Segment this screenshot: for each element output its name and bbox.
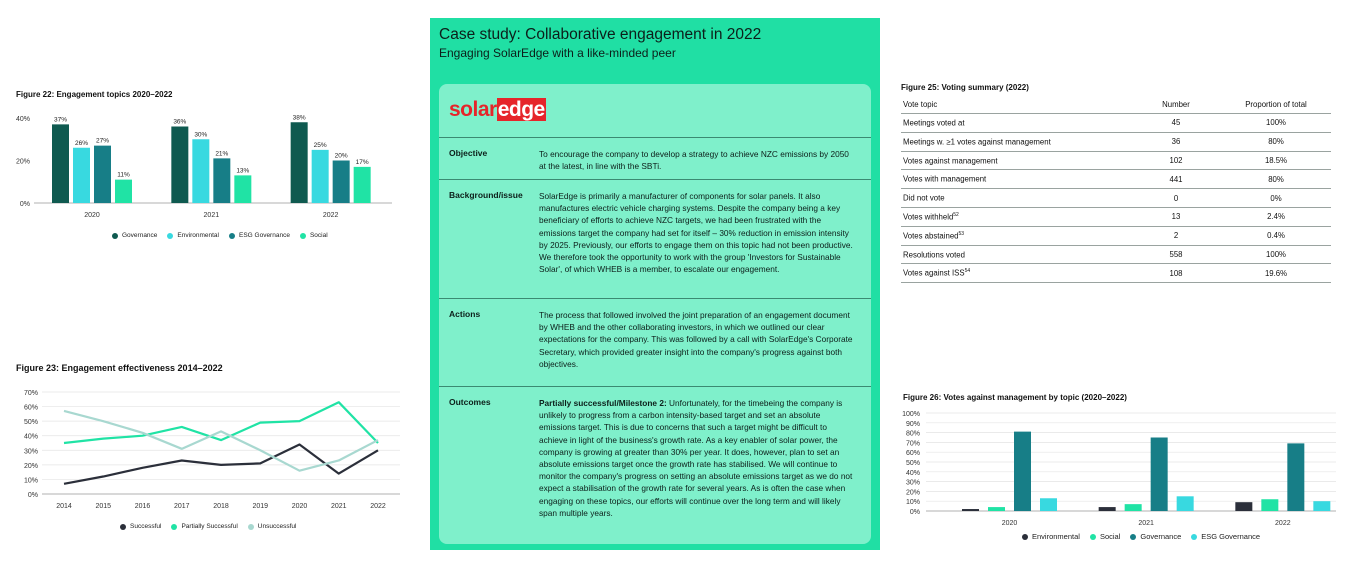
legend-label: Partially Successful [181,523,238,530]
y-tick-label: 0% [19,201,30,208]
x-tick-label: 2020 [291,503,308,510]
row-label: Background/issue [449,190,523,200]
case-row-background [439,180,871,299]
header-proportion: Proportion of total [1245,100,1307,109]
cell-topic [901,207,1131,226]
y-tick-label: 40% [15,116,30,123]
bar-value-label: 11% [117,171,130,179]
bar-value-label: 17% [355,158,369,166]
legend-item [248,523,297,530]
case-study-subtitle: Engaging SolarEdge with a like-minded peer [439,46,676,60]
topic-text: Votes against management [903,156,998,166]
fig26-chart [898,407,1338,529]
bar-value-label: 26% [74,139,89,147]
cell-proportion: 80% [1221,170,1331,189]
legend-label: Unsuccessful [257,523,297,530]
bar [312,150,329,203]
legend-label: ESG Governance [1201,532,1261,541]
cell-number: 108 [1131,264,1221,283]
bar [1040,498,1057,511]
legend-label: Governance [122,232,158,239]
bar [73,148,90,203]
case-row-actions [439,299,871,387]
legend-label: ESG Governance [238,232,290,239]
y-tick-label: 100% [902,411,920,418]
row-text: SolarEdge is primarily a manufacturer of components for solar panels. It also manufactures electric vehicle charging systems. Despite the company being a key beneficiary of efforts to achieve NZC targets, we had been frustrated with the emissions target the company had set for itself – 30% reduction in emission intensity by 2025. Previously, our efforts to engage them on this topic had not been productive. We therefore took the opportunity to work with the group 'Investors for Sustainable Solar', of which WHEB is a member, to escalate our engagement. [539,191,853,275]
legend-item [1022,532,1080,541]
outcome-status: Partially successful/Milestone 2: [539,398,667,408]
table-row [901,189,1331,208]
footnote-ref: 54 [964,268,971,275]
case-study-card [439,84,871,544]
case-study-panel [430,18,880,550]
x-tick-label: 2017 [173,503,190,510]
y-tick-label: 50% [905,460,920,467]
row-text: The process that followed involved the joint preparation of an engagement document by WHEB and the other collaborating investors, in which we outlined our clear expectations for the company. This was followed by a call with SolarEdge's Corporate Secretary, which provided greater insight into the company's progress against both objectives. [539,310,853,369]
legend-label: Environmental [177,232,219,239]
y-tick-label: 50% [23,419,38,427]
table-row [901,151,1331,170]
logo-edge-text: edge [497,98,545,121]
bar [1151,438,1168,512]
y-tick-label: 30% [23,448,38,456]
header-vote-topic: Vote topic [903,100,938,109]
x-tick-label: 2022 [370,503,386,510]
legend-swatch [171,524,177,530]
table-row [901,132,1331,151]
bar [94,146,111,203]
logo-solar-text: solar [449,98,497,121]
legend-label: Environmental [1032,532,1080,541]
fig25-title: Figure 25: Voting summary (2022) [901,83,1029,92]
cell-proportion: 19.6% [1221,264,1331,283]
y-tick-label: 70% [23,390,38,397]
legend-swatch [229,233,235,239]
bar [171,127,188,204]
y-tick-label: 60% [23,404,38,412]
y-tick-label: 90% [905,420,920,428]
cell-topic [901,170,1131,189]
footnote-ref: 52 [953,212,959,219]
bar [291,122,308,203]
table-row [901,114,1331,133]
cell-proportion: 0% [1221,189,1331,208]
y-tick-label: 20% [15,158,30,166]
legend-swatch [1022,534,1028,540]
legend-item [229,232,290,239]
x-tick-label: 2022 [1275,520,1291,527]
legend-swatch [300,233,306,239]
table-row [901,170,1331,189]
topic-text: Resolutions voted [903,250,965,260]
x-tick-label: 2020 [84,212,100,219]
y-tick-label: 70% [905,440,920,448]
row-label: Objective [449,148,488,158]
logo-row [439,84,871,138]
y-tick-label: 80% [905,430,920,438]
fig22-legend [112,232,328,239]
y-tick-label: 30% [905,479,920,487]
cell-topic [901,189,1131,208]
x-tick-label: 2021 [1138,520,1154,527]
cell-proportion: 100% [1221,114,1331,133]
legend-item [1090,532,1120,541]
legend-swatch [112,233,118,239]
fig23-chart [10,384,402,514]
y-tick-label: 20% [905,489,920,497]
bar [354,167,371,203]
bar-value-label: 21% [215,150,229,158]
y-tick-label: 0% [909,509,920,516]
row-label: Outcomes [449,397,491,407]
bar-value-label: 20% [334,152,348,160]
cell-proportion: 0.4% [1221,226,1331,245]
bar [1313,501,1330,511]
cell-number: 441 [1131,170,1221,189]
solaredge-logo [449,98,546,122]
fig26-title: Figure 26: Votes against management by topic (2020–2022) [903,393,1127,402]
y-tick-label: 20% [23,462,38,470]
cell-number: 36 [1131,132,1221,151]
cell-number: 102 [1131,151,1221,170]
bar-value-label: 36% [173,118,187,126]
y-tick-label: 10% [905,499,920,507]
table-header-row [901,98,1331,114]
legend-swatch [248,524,254,530]
topic-text: Did not vote [903,193,945,203]
x-tick-label: 2020 [1001,520,1018,527]
row-text: To encourage the company to develop a strategy to achieve NZC emissions by 2050 at the latest, in line with the SBTi. [539,149,849,172]
case-study-title: Case study: Collaborative engagement in 2022 [439,26,762,43]
legend-item [167,232,219,239]
legend-label: Successful [130,523,162,530]
x-tick-label: 2019 [252,503,269,510]
legend-swatch [1130,534,1136,540]
bar [1261,499,1278,511]
bar-value-label: 37% [53,116,68,124]
topic-text: Votes withheld [903,212,954,222]
bar [213,158,230,203]
row-label: Actions [449,309,481,319]
x-tick-label: 2021 [330,503,347,510]
cell-number: 45 [1131,114,1221,133]
case-row-outcomes [439,387,871,544]
bar [234,175,251,203]
table-row [901,226,1331,245]
x-tick-label: 2014 [56,503,72,510]
x-tick-label: 2016 [134,503,151,510]
voting-summary-table [901,98,1331,283]
cell-topic [901,264,1131,283]
table-row [901,264,1331,283]
x-tick-label: 2015 [95,503,112,510]
bar-value-label: 38% [292,114,306,122]
bar-value-label: 13% [236,167,250,175]
bar [962,509,979,511]
outcome-text: Unfortunately, for the timebeing the company is unlikely to progress from a carbon intensity-based target and set an absolute emissions target. This is due to concerns that such a target might be difficult to achieve in light of the business's growth rate. As a key enabler of solar power, the company is growing at greater than 30% per year. It does, however, plan to set an absolute emissions target once the growth rate has stabilised. We will continue to monitor the company's progress on setting an absolute emissions target as we do not expect a stabilisation of the growth rate for several years. As is often the case when engaging on these topics, our efforts will continue over the long term and will likely span multiple years. [539,398,853,518]
fig23-legend [120,523,296,530]
fig22-chart [10,108,392,220]
cell-number: 2 [1131,226,1221,245]
fig26-legend [1022,532,1260,541]
legend-item [171,523,237,530]
legend-label: Social [1099,532,1121,541]
topic-text: Votes with management [903,175,987,185]
case-row-objective [439,138,871,180]
cell-number: 0 [1131,189,1221,208]
fig22-title: Figure 22: Engagement topics 2020–2022 [16,90,173,99]
y-tick-label: 40% [905,469,920,477]
y-tick-label: 60% [905,450,920,458]
topic-text: Votes abstained [903,231,959,241]
bar [1014,432,1031,511]
cell-topic [901,151,1131,170]
cell-number: 13 [1131,207,1221,226]
cell-topic [901,132,1131,151]
table-row [901,207,1331,226]
legend-item [1130,532,1181,541]
bar [115,180,132,203]
legend-item [1191,532,1260,541]
bar [1287,443,1304,511]
cell-proportion: 18.5% [1221,151,1331,170]
y-tick-label: 40% [23,433,38,441]
table-row [901,245,1331,264]
x-tick-label: 2021 [203,212,220,219]
cell-proportion: 2.4% [1221,207,1331,226]
bar [192,139,209,203]
header-number: Number [1162,100,1190,109]
footnote-ref: 53 [958,230,965,237]
cell-topic [901,245,1131,264]
topic-text: Meetings w. ≥1 votes against management [903,137,1051,147]
bar-value-label: 27% [95,137,110,145]
row-text [539,397,857,519]
x-tick-label: 2018 [213,503,229,510]
cell-topic [901,226,1131,245]
y-tick-label: 0% [27,492,38,499]
cell-number: 558 [1131,245,1221,264]
fig23-title: Figure 23: Engagement effectiveness 2014–2022 [16,363,223,373]
legend-item [120,523,161,530]
bar [1125,504,1142,511]
legend-item [112,232,157,239]
legend-swatch [167,233,173,239]
bar [333,161,350,204]
x-tick-label: 2022 [322,212,339,219]
topic-text: Votes against ISS [903,269,965,279]
bar [988,507,1005,511]
bar-value-label: 30% [194,131,208,139]
bar [52,124,69,203]
cell-proportion: 80% [1221,132,1331,151]
topic-text: Meetings voted at [903,118,965,128]
bar [1177,496,1194,511]
legend-swatch [1090,534,1096,540]
cell-proportion: 100% [1221,245,1331,264]
legend-swatch [120,524,126,530]
bar [1235,502,1252,511]
legend-label: Governance [1140,532,1182,541]
cell-topic [901,114,1131,133]
legend-swatch [1191,534,1197,540]
y-tick-label: 10% [23,477,38,485]
bar [1099,507,1116,511]
bar-value-label: 25% [313,141,327,149]
legend-item [300,232,328,239]
legend-label: Social [309,232,328,239]
